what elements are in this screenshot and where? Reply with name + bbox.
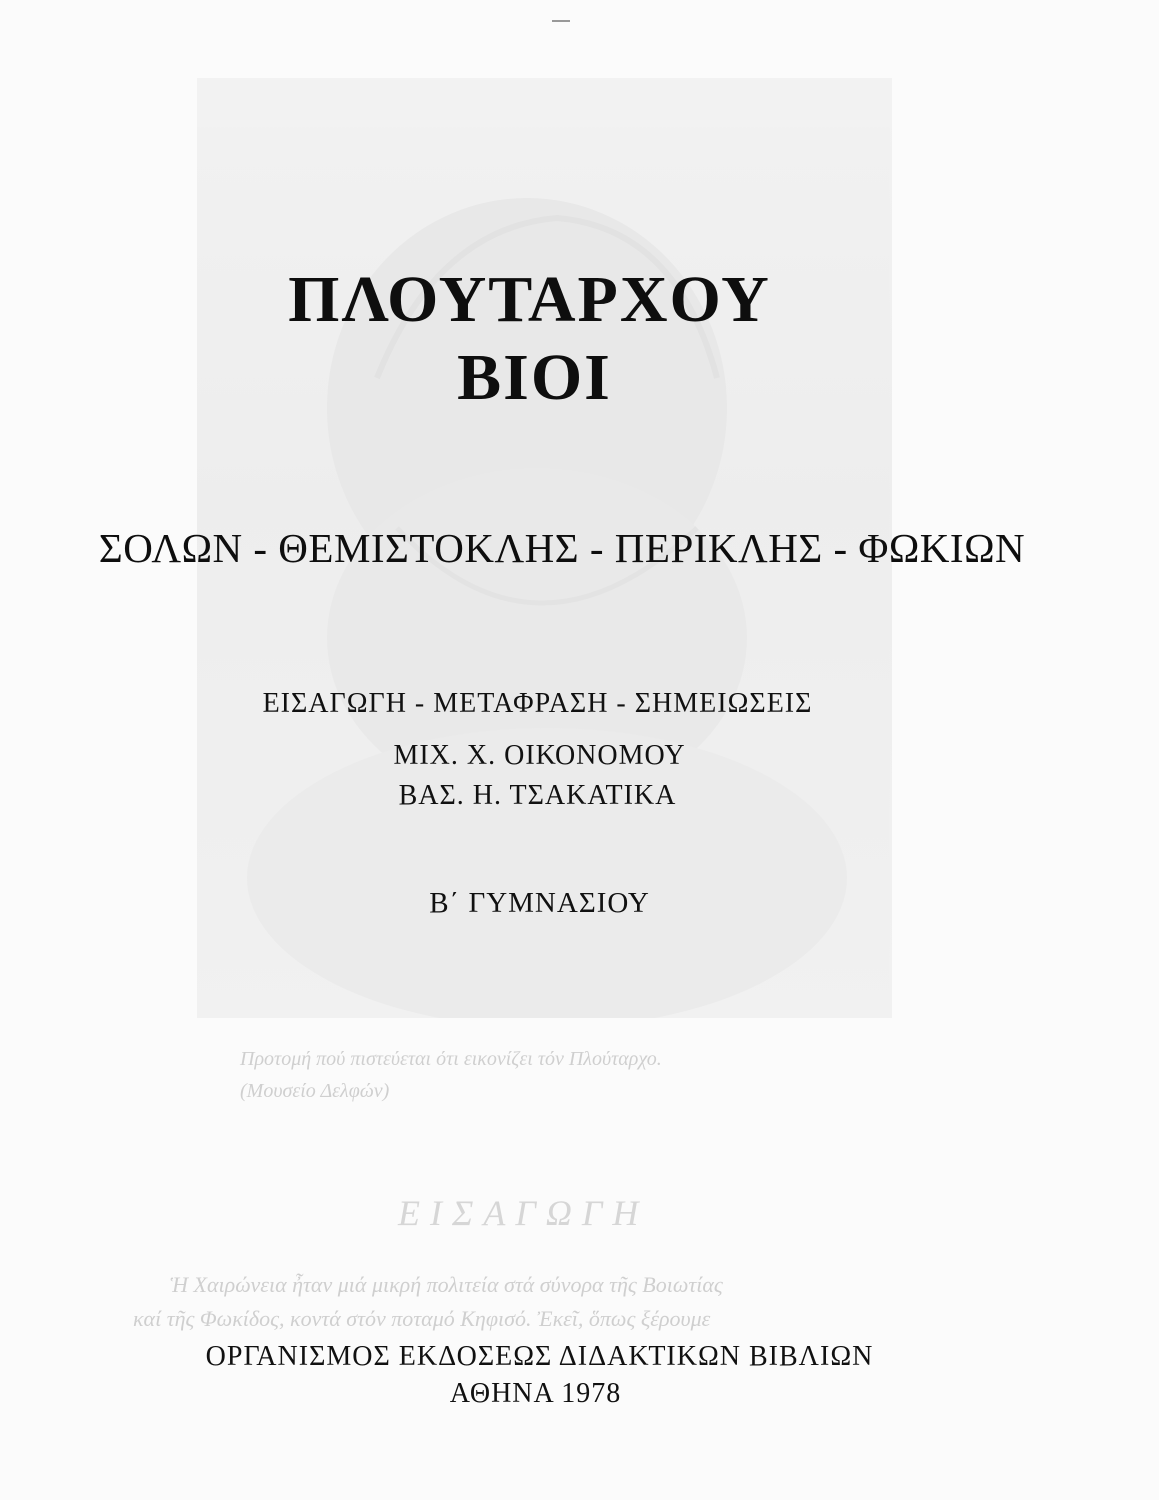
bleed-caption-1: Προτομή πού πιστεύεται ότι εικονίζει τόν Πλούταρχο.	[240, 1048, 662, 1070]
credit-roles: ΕΙΣΑΓΩΓΗ - ΜΕΤΑΦΡΑΣΗ - ΣΗΜΕΙΩΣΕΙΣ	[262, 688, 813, 719]
book-subtitle: ΣΟΛΩΝ - ΘΕΜΙΣΤΟΚΛΗΣ - ΠΕΡΙΚΛΗΣ - ΦΩΚΙΩΝ	[98, 525, 1026, 571]
stray-mark	[552, 20, 570, 22]
publisher-name: ΟΡΓΑΝΙΣΜΟΣ ΕΚΔΟΣΕΩΣ ΔΙΔΑΚΤΙΚΩΝ ΒΙΒΛΙΩΝ	[205, 1341, 874, 1372]
bleed-heading: ΕΙΣΑΓΩΓΗ	[398, 1193, 649, 1233]
bleed-body-line-2: καί τῆς Φωκίδος, κοντά στόν ποταμό Κηφισό. Ἐκεῖ, ὅπως ξέρουμε	[133, 1306, 711, 1331]
bleed-body-line-1: Ἡ Χαιρώνεια ἦταν μιά μικρή πολιτεία στά σύνορα τῆς Βοιωτίας	[170, 1272, 723, 1297]
credit-author-1: ΜΙΧ. Χ. ΟΙΚΟΝΟΜΟΥ	[393, 740, 686, 771]
grade-level: Β΄ ΓΥΜΝΑΣΙΟΥ	[429, 887, 650, 919]
publisher-place-year: ΑΘΗΝΑ 1978	[449, 1378, 622, 1409]
book-title-line-1: ΠΛΟΥΤΑΡΧΟΥ	[288, 263, 771, 336]
bleed-caption-2: (Μουσείο Δελφών)	[240, 1080, 390, 1102]
book-title-line-2: ΒΙΟΙ	[457, 341, 612, 414]
credit-author-2: ΒΑΣ. Η. ΤΣΑΚΑΤΙΚΑ	[398, 780, 677, 811]
